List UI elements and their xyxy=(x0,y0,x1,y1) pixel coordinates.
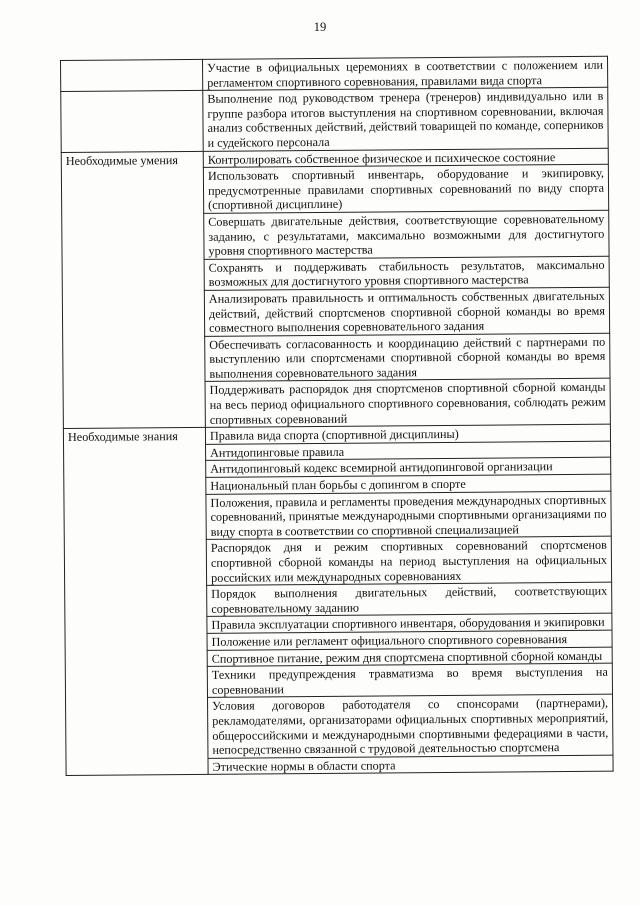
knowledge-label: Необходимые знания xyxy=(63,428,208,776)
continued-item: Выполнение под руководством тренера (тренеров) индивидуально или в группе разбора итогов выступления на спортивном соревновании, включая анализ собственных действий, действий товарищей по команде, соперников и судейского персонала xyxy=(203,87,608,151)
competencies-table xyxy=(60,56,614,777)
skill-item: Совершать двигательные действия, соответствующие соревновательному заданию, с результатами, максимально возможными для достигнутого уровня спортивного мастерства xyxy=(204,210,609,259)
label-cell-empty xyxy=(61,91,203,152)
knowledge-item: Этические нормы в области спорта xyxy=(208,755,613,775)
knowledge-item: Положение или регламент официального спортивного соревнования xyxy=(207,630,612,650)
table-row xyxy=(61,87,608,152)
knowledge-item: Антидопинговые правила xyxy=(206,441,611,461)
skill-item: Контролировать собственное физическое и психическое состояние xyxy=(203,148,608,168)
knowledge-item: Правила эксплуатации спортивного инвентаря, оборудования и экипировки xyxy=(207,614,612,634)
knowledge-item: Антидопинговый кодекс всемирной антидопинговой организации xyxy=(206,458,611,478)
skill-item: Сохранять и поддерживать стабильность результатов, максимально возможных для достигнутого уровня спортивного мастерства xyxy=(204,256,609,290)
skill-item: Анализировать правильность и оптимальность собственных двигательных действий, действий спортсменов спортивной сборной команды во время совместного выполнения соревновательного задания xyxy=(204,287,609,336)
knowledge-item: Спортивное питание, режим дня спортсмена спортивной сборной команды xyxy=(207,647,612,667)
knowledge-item: Положения, правила и регламенты проведения международных спортивных соревнований, принятые международными спортивными организациями по виду спорта в соответствии со спортивной специализацией xyxy=(206,491,611,540)
skills-label: Необходимые умения xyxy=(61,151,205,429)
knowledge-item: Национальный план борьбы с допингом в спорте xyxy=(206,474,611,494)
label-cell-empty xyxy=(61,59,203,91)
skill-item: Обеспечивать согласованность и координацию действий с партнерами по выступлению или спортсменами спортивной сборной команды во время выполнения соревновательного задания xyxy=(205,333,610,382)
knowledge-item: Правила вида спорта (спортивной дисциплины) xyxy=(205,424,610,444)
knowledge-item: Условия договоров работодателя со спонсорами (партнерами), рекламодателями, организаторами официальных спортивных мероприятий, общероссийскими и международными спортивными федерациями в части, непосредственно связанной с трудовой деятельностью спортсмена xyxy=(208,695,613,759)
skill-item: Использовать спортивный инвентарь, оборудование и экипировку, предусмотренные правилами спортивных соревнований по виду спорта (спортивной дисциплине) xyxy=(203,164,608,213)
table-row xyxy=(61,56,608,91)
continued-item: Участие в официальных церемониях в соответствии с положением или регламентом спортивного соревнования, правилами вида спорта xyxy=(202,56,607,90)
page-number: 19 xyxy=(313,20,327,34)
skill-item: Поддерживать распорядок дня спортсменов спортивной сборной команды на весь период официального спортивного соревнования, соблюдать режим спортивных соревнований xyxy=(205,379,610,428)
knowledge-item: Техники предупреждения травматизма во время выступления на соревновании xyxy=(207,663,612,697)
knowledge-item: Распорядок дня и режим спортивных соревнований спортсменов спортивной сборной команды на период выступления на официальных российских или международных соревнованиях xyxy=(206,537,611,586)
knowledge-item: Порядок выполнения двигательных действий, соответствующих соревновательному заданию xyxy=(207,582,612,616)
